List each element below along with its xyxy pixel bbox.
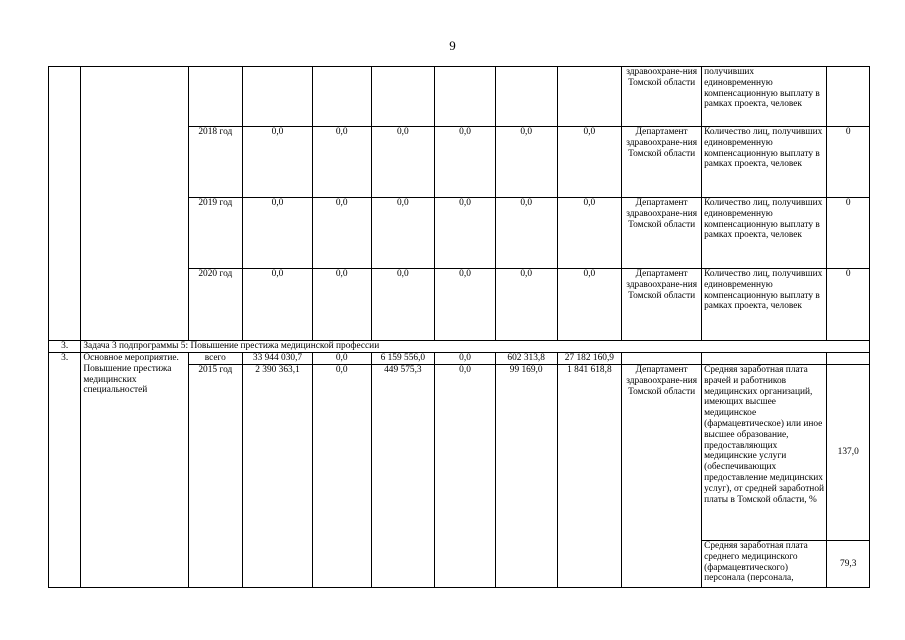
value-cell: 0,0 — [495, 127, 557, 198]
value-cell: 6 159 556,0 — [371, 353, 435, 365]
value-cell: 0,0 — [435, 269, 496, 341]
indicator-cell: получивших единовременную компенсационную выплату в рамках проекта, человек — [702, 67, 827, 127]
task-number: 3. — [49, 341, 81, 353]
value-cell: 0,0 — [557, 198, 622, 269]
indicator-value-cell: 79,3 — [827, 541, 870, 588]
indicator-cell: Количество лиц, получивших единовременную компенсационную выплату в рамках проекта, человек — [702, 269, 827, 341]
value-cell: 0,0 — [243, 269, 313, 341]
indicator-value-cell: 0 — [827, 269, 870, 341]
table-row — [49, 353, 870, 365]
value-cell: 0,0 — [371, 269, 435, 341]
value-cell: 0,0 — [495, 269, 557, 341]
indicator-value-cell: 137,0 — [827, 365, 870, 541]
indicator-cell: Средняя заработная плата среднего медицинского (фармацевтического) персонала (персонала, — [702, 541, 827, 588]
value-cell: 0,0 — [312, 365, 371, 588]
task-row — [49, 341, 870, 353]
value-cell: 0,0 — [312, 198, 371, 269]
activity-cell — [81, 67, 188, 341]
value-cell: 0,0 — [312, 127, 371, 198]
value-cell: 0,0 — [435, 198, 496, 269]
value-cell: 0,0 — [243, 198, 313, 269]
indicator-cell: Количество лиц, получивших единовременную компенсационную выплату в рамках проекта, человек — [702, 127, 827, 198]
program-table — [48, 66, 870, 588]
value-cell: 449 575,3 — [371, 365, 435, 588]
indicator-cell: Количество лиц, получивших единовременную компенсационную выплату в рамках проекта, человек — [702, 198, 827, 269]
value-cell: 0,0 — [495, 198, 557, 269]
dept-cell: Департамент здравоохране-ния Томской области — [622, 127, 702, 198]
year-cell: всего — [188, 353, 243, 365]
year-cell: 2020 год — [188, 269, 243, 341]
dept-cell: Департамент здравоохране-ния Томской области — [622, 365, 702, 588]
year-cell: 2015 год — [188, 365, 243, 588]
value-cell: 0,0 — [312, 269, 371, 341]
value-cell: 0,0 — [371, 198, 435, 269]
value-cell: 0,0 — [435, 365, 496, 588]
value-cell: 602 313,8 — [495, 353, 557, 365]
value-cell: 1 841 618,8 — [557, 365, 622, 588]
table-row — [49, 67, 870, 127]
value-cell: 33 944 030,7 — [243, 353, 313, 365]
value-cell: 0,0 — [371, 127, 435, 198]
value-cell: 2 390 363,1 — [243, 365, 313, 588]
indicator-cell: Средняя заработная плата врачей и работников медицинских организаций, имеющих высшее медицинское (фармацевтическое) или иное высшее образование, предоставляющих медицинские услуги (обеспечивающих предоставление медицинских услуг), от средней заработной платы в Томской области, % — [702, 365, 827, 541]
activity-name: Основное мероприятие. Повышение престижа медицинских специальностей — [81, 353, 188, 588]
value-cell: 0,0 — [312, 353, 371, 365]
value-cell: 0,0 — [435, 127, 496, 198]
value-cell: 0,0 — [557, 127, 622, 198]
activity-number: 3. — [49, 353, 81, 588]
value-cell: 0,0 — [557, 269, 622, 341]
indicator-value-cell: 0 — [827, 198, 870, 269]
value-cell: 0,0 — [435, 353, 496, 365]
dept-cell: Департамент здравоохране-ния Томской области — [622, 269, 702, 341]
year-cell: 2018 год — [188, 127, 243, 198]
value-cell: 99 169,0 — [495, 365, 557, 588]
num-cell — [49, 67, 81, 341]
task-title: Задача 3 подпрограммы 5: Повышение престижа медицинской профессии — [81, 341, 870, 353]
year-cell: 2019 год — [188, 198, 243, 269]
page-number: 9 — [449, 38, 456, 53]
dept-cell: Департамент здравоохране-ния Томской области — [622, 198, 702, 269]
value-cell: 0,0 — [243, 127, 313, 198]
dept-cell: здравоохране-ния Томской области — [622, 67, 702, 127]
indicator-value-cell: 0 — [827, 127, 870, 198]
value-cell: 27 182 160,9 — [557, 353, 622, 365]
